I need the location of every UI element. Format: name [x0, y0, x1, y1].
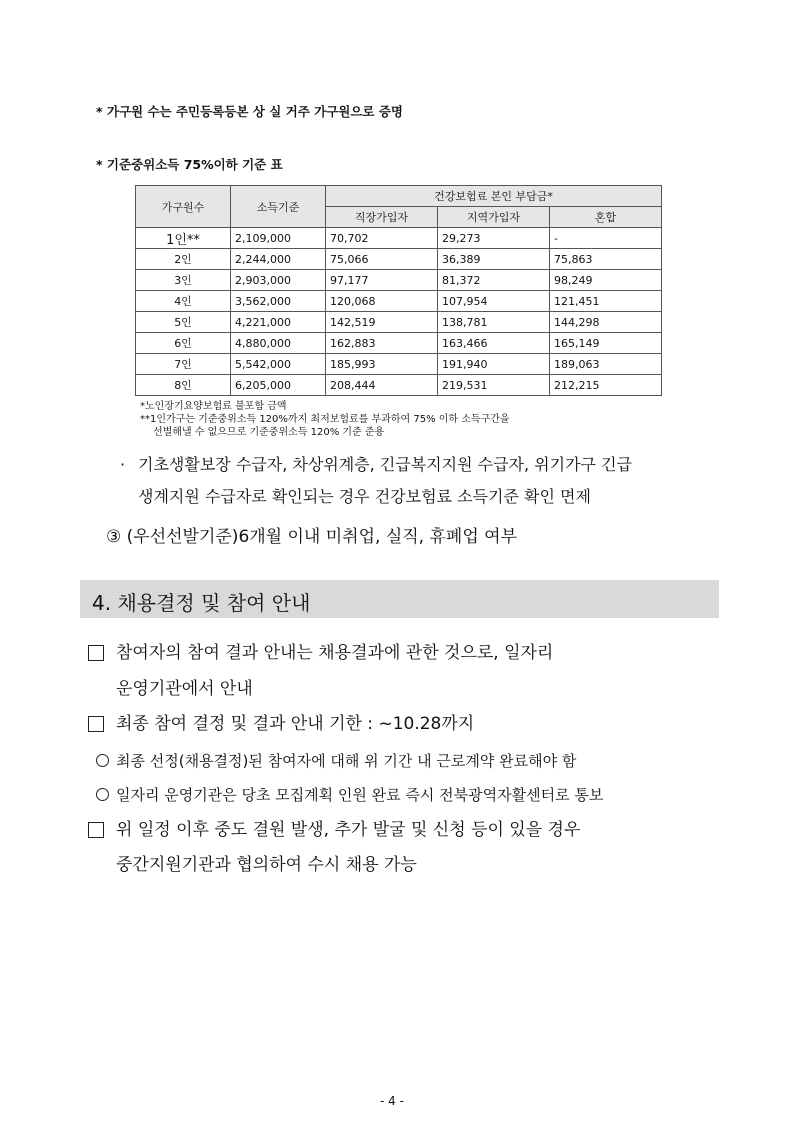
- table-row: [136, 270, 662, 291]
- cell-mixed: 165,149: [550, 333, 662, 354]
- table-row: [136, 354, 662, 375]
- checkbox-square-icon: [88, 716, 104, 732]
- table-title-note: * 기준중위소득 75%이하 기준 표: [96, 157, 283, 172]
- exemption-bullet: ·: [120, 455, 126, 474]
- cell-income: 2,109,000: [231, 228, 326, 249]
- cell-household: 4인: [136, 291, 231, 312]
- cell-employee: 142,519: [326, 312, 438, 333]
- cell-income: 5,542,000: [231, 354, 326, 375]
- sub-item-1: 최종 선정(채용결정)된 참여자에 대해 위 기간 내 근로계약 완료해야 함: [116, 752, 577, 770]
- cell-mixed: 121,451: [550, 291, 662, 312]
- cell-regional: 81,372: [438, 270, 550, 291]
- cell-mixed: 98,249: [550, 270, 662, 291]
- cell-income: 4,221,000: [231, 312, 326, 333]
- cell-regional: 138,781: [438, 312, 550, 333]
- cell-regional: 107,954: [438, 291, 550, 312]
- header-premium-group: 건강보험료 본인 부담금*: [326, 186, 662, 207]
- cell-employee: 75,066: [326, 249, 438, 270]
- table-row: [136, 312, 662, 333]
- priority-criterion: ③ (우선선발기준)6개월 이내 미취업, 실직, 휴폐업 여부: [106, 527, 517, 547]
- cell-employee: 120,068: [326, 291, 438, 312]
- cell-income: 3,562,000: [231, 291, 326, 312]
- income-standard-table: [135, 185, 662, 396]
- cell-regional: 36,389: [438, 249, 550, 270]
- item-3-line-2: 중간지원기관과 협의하여 수시 채용 가능: [116, 855, 417, 875]
- table-row: [136, 375, 662, 396]
- cell-income: 6,205,000: [231, 375, 326, 396]
- item-1-line-1: 참여자의 참여 결과 안내는 채용결과에 관한 것으로, 일자리: [116, 643, 554, 663]
- cell-mixed: 75,863: [550, 249, 662, 270]
- cell-regional: 191,940: [438, 354, 550, 375]
- table-row: [136, 228, 662, 249]
- cell-household: 8인: [136, 375, 231, 396]
- cell-employee: 208,444: [326, 375, 438, 396]
- sub-item-2: 일자리 운영기관은 당초 모집계획 인원 완료 즉시 전북광역자활센터로 통보: [116, 786, 604, 804]
- item-3-line-1: 위 일정 이후 중도 결원 발생, 추가 발굴 및 신청 등이 있을 경우: [116, 820, 581, 840]
- cell-income: 2,903,000: [231, 270, 326, 291]
- circle-bullet-icon: [96, 788, 109, 801]
- cell-regional: 163,466: [438, 333, 550, 354]
- cell-household: 5인: [136, 312, 231, 333]
- circle-bullet-icon: [96, 754, 109, 767]
- cell-employee: 97,177: [326, 270, 438, 291]
- cell-regional: 219,531: [438, 375, 550, 396]
- header-mixed: 혼합: [550, 207, 662, 228]
- cell-employee: 185,993: [326, 354, 438, 375]
- checkbox-square-icon: [88, 822, 104, 838]
- section-title: 4. 채용결정 및 참여 안내: [92, 591, 311, 615]
- item-1-line-2: 운영기관에서 안내: [116, 679, 253, 699]
- cell-mixed: 212,215: [550, 375, 662, 396]
- header-income: 소득기준: [231, 186, 326, 228]
- exemption-line-2: 생계지원 수급자로 확인되는 경우 건강보험료 소득기준 확인 면제: [138, 487, 591, 506]
- cell-mixed: 144,298: [550, 312, 662, 333]
- table-row: [136, 291, 662, 312]
- cell-regional: 29,273: [438, 228, 550, 249]
- cell-mixed: 189,063: [550, 354, 662, 375]
- footnote-2b: 선별해낼 수 없으므로 기준중위소득 120% 기준 준용: [153, 427, 385, 438]
- cell-income: 4,880,000: [231, 333, 326, 354]
- cell-household: 3인: [136, 270, 231, 291]
- cell-mixed: -: [550, 228, 662, 249]
- household-proof-note: * 가구원 수는 주민등록등본 상 실 거주 가구원으로 증명: [96, 104, 404, 119]
- cell-household: 2인: [136, 249, 231, 270]
- header-regional: 지역가입자: [438, 207, 550, 228]
- cell-household: 7인: [136, 354, 231, 375]
- table-row: [136, 333, 662, 354]
- footnote-2a: **1인가구는 기준중위소득 120%까지 최저보험료를 부과하여 75% 이하 소득구간을: [140, 414, 510, 425]
- cell-household: 1인**: [136, 228, 231, 249]
- section-header: [80, 580, 719, 618]
- cell-income: 2,244,000: [231, 249, 326, 270]
- cell-employee: 70,702: [326, 228, 438, 249]
- header-employee: 직장가입자: [326, 207, 438, 228]
- exemption-line-1: 기초생활보장 수급자, 차상위계층, 긴급복지지원 수급자, 위기가구 긴급: [138, 455, 632, 474]
- page-number: - 4 -: [380, 1094, 404, 1108]
- checkbox-square-icon: [88, 645, 104, 661]
- header-household: 가구원수: [136, 186, 231, 228]
- table-row: [136, 249, 662, 270]
- cell-employee: 162,883: [326, 333, 438, 354]
- item-2: 최종 참여 결정 및 결과 안내 기한 : ~10.28까지: [116, 714, 475, 734]
- cell-household: 6인: [136, 333, 231, 354]
- footnote-1: *노인장기요양보험료 불포함 금액: [140, 401, 287, 412]
